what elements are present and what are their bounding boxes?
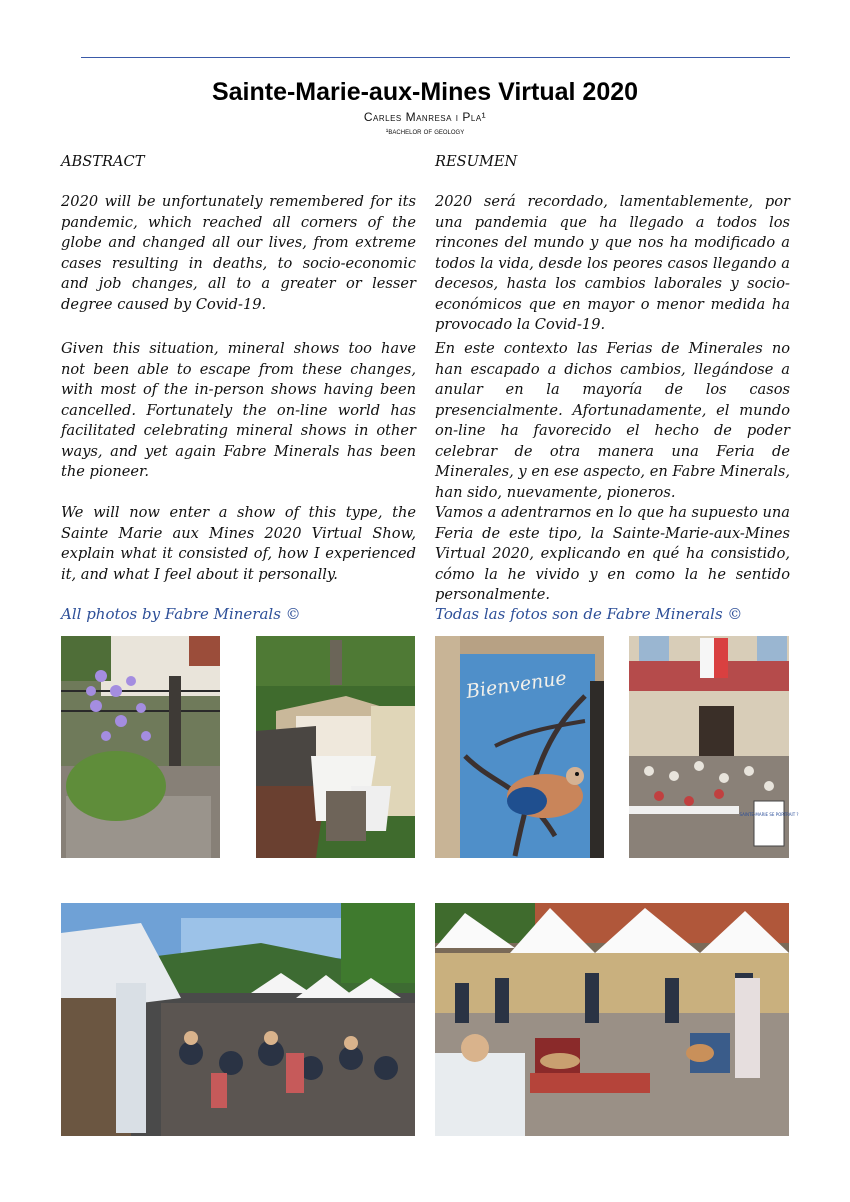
photo-bienvenue-sign (435, 636, 604, 858)
photo-credit-spanish: Todas las fotos son de Fabre Minerals © (435, 605, 743, 623)
photo-credit-english: All photos by Fabre Minerals © (61, 605, 301, 623)
english-paragraph-3: We will now enter a show of this type, the Sainte Marie aux Mines 2020 Virtual Show, explain what it consisted of, how I experienced it, and what I feel about it personally. (61, 504, 416, 583)
page-title: Sainte-Marie-aux-Mines Virtual 2020 (211, 78, 639, 106)
poster-text: SAINTE-MARIE SE PORTRAIT ? (739, 812, 799, 817)
spanish-paragraph-2: En este contexto las Ferias de Minerales no han escapado a dichos cambios, llegándose a anular en la mayoría de los casos presencialmente. Afortunadamente, el mundo on-line ha favorecido el hecho de poder celebrar de otra manera una Feria de Minerales, y en ese aspecto, en Fabre Minerals, han sido, nuevamente, pioneros. (435, 340, 790, 501)
english-paragraph-1: 2020 will be unfortunately remembered for its pandemic, which reached all corners of the globe and changed all our lives, from extreme cases resulting in deaths, to socio-economic and job changes, all to a greater or lesser degree caused by Covid-19. (61, 193, 416, 313)
photo-flowers (61, 636, 220, 858)
abstract-heading: ABSTRACT (61, 153, 145, 170)
top-rule (81, 57, 790, 58)
photo-musicians (435, 903, 789, 1136)
sign-text: Bienvenue (464, 667, 568, 703)
resumen-heading: RESUMEN (435, 153, 518, 170)
author-affiliation: ¹bachelor of geology (385, 127, 465, 136)
author-name: Carles Manresa i Pla¹ (363, 110, 487, 124)
photo-town-hall (629, 636, 799, 858)
english-paragraph-2: Given this situation, mineral shows too have not been able to escape from these changes, with most of the in-person shows having been cancelled. Fortunately the on-line world has facilitated celebrating mineral shows in other ways, and yet again Fabre Minerals has been the pioneer. (61, 340, 416, 480)
spanish-paragraph-3: Vamos a adentrarnos en lo que ha supuesto una Feria de este tipo, la Sainte-Marie-aux-Mines Virtual 2020, explicando en qué ha consistido, cómo la he vivido y en como la he sentido personalmente. (435, 504, 790, 603)
photo-market-crowd (61, 903, 415, 1136)
photo-town-view (256, 636, 415, 858)
spanish-paragraph-1: 2020 será recordado, lamentablemente, por una pandemia que ha llegado a todos los rincones del mundo y que nos ha modificado a todos la vida, desde los peores casos llegando a decesos, hasta los cambios laborales y socio-económicos que en mayor o menor medida ha provocado la Covid-19. (435, 193, 790, 333)
